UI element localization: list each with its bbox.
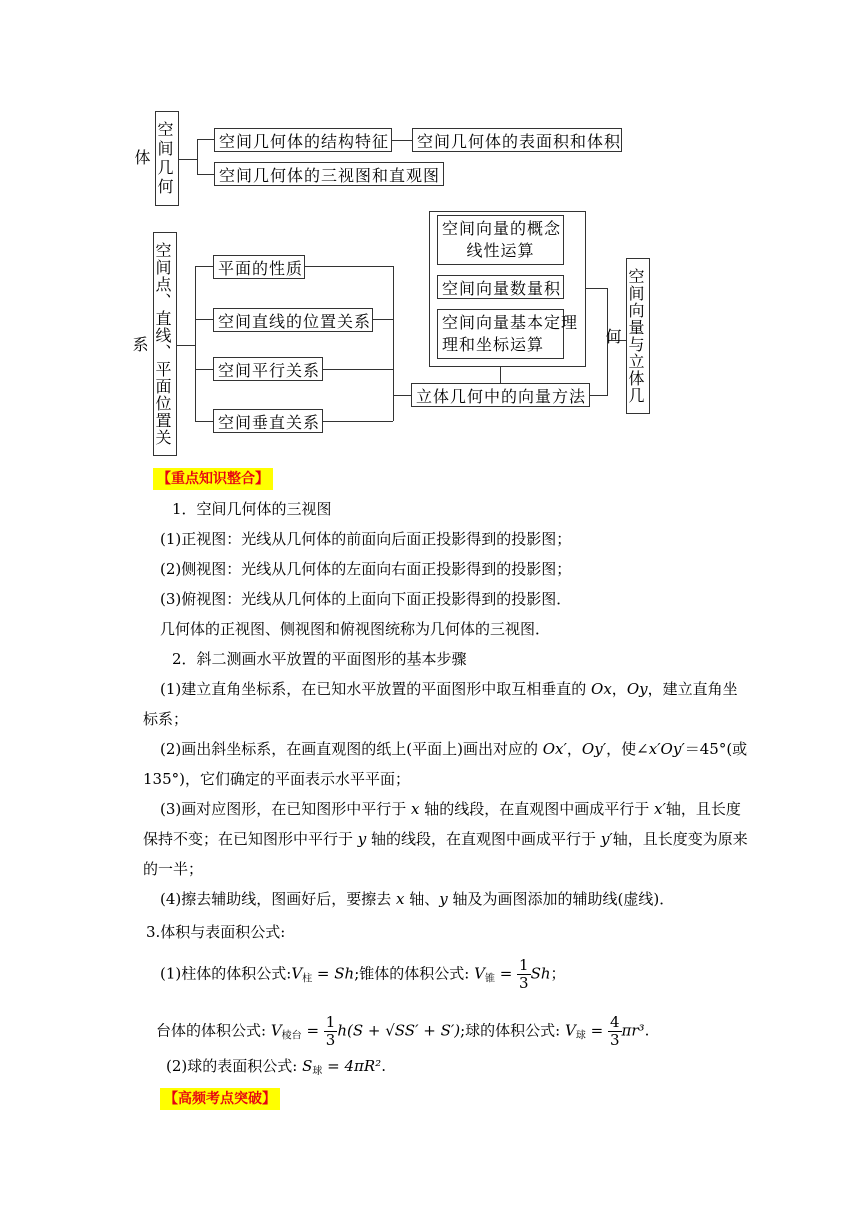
symbol-v: V [474, 964, 485, 983]
vector-dot-label: 空间向量数量积 [442, 279, 562, 298]
connector [195, 369, 213, 370]
numerator: 1 [519, 956, 529, 974]
text: 轴，且长度 [665, 800, 741, 818]
s2-step1-line2: 标系； [143, 710, 189, 728]
item-perp-box [213, 409, 323, 433]
views-box [214, 162, 444, 186]
right-root-box [603, 258, 650, 414]
connector [393, 266, 394, 421]
s1-p4: 几何体的正视图、侧视图和俯视图统称为几何体的三视图． [160, 620, 551, 638]
text: (1)柱体的体积公式: [160, 964, 292, 983]
text: (4)擦去辅助线，图画好后，要擦去 [160, 890, 397, 908]
vector-theorem-box [437, 309, 579, 359]
angle: x′Oy′ [648, 740, 685, 758]
vector-theorem-line2: 理和坐标运算 [442, 335, 545, 354]
text: ， [566, 740, 582, 758]
symbol-v: V [270, 1021, 282, 1040]
text: 轴、 [404, 890, 440, 908]
text: (2)球的表面积公式: [166, 1057, 303, 1075]
text: 轴的线段，在直观图中画成平行于 [366, 830, 601, 848]
connector [195, 319, 213, 320]
fraction [517, 957, 531, 992]
numerator: 1 [325, 1013, 336, 1031]
subscript: 锥 [484, 973, 495, 985]
s3-formula-line1 [160, 957, 566, 995]
text: (2)画出斜坐标系，在画直观图的纸上(平面上)画出对应的 [160, 740, 543, 758]
text: ， [611, 680, 627, 698]
connector [305, 266, 393, 267]
vector-concept-line1: 空间向量的概念 [442, 219, 562, 238]
item-parallel-box [213, 357, 323, 381]
connector [197, 174, 214, 175]
connector [590, 395, 607, 396]
fraction [608, 1014, 622, 1049]
formula-expr: = 4πR² [322, 1057, 382, 1075]
s2-step3-line2 [143, 828, 748, 850]
s2-step3-line3: 的一半； [143, 860, 204, 878]
vector-dot-box [437, 275, 564, 299]
s2-title: 2．斜二测画水平放置的平面图形的基本步骤 [172, 650, 467, 668]
text: ＝45°(或 [684, 740, 748, 758]
connector [393, 395, 411, 396]
axis-y-prime: y′ [600, 830, 613, 848]
item-lines-box [213, 308, 373, 332]
text: ； [550, 964, 566, 983]
numerator: 4 [609, 1013, 620, 1031]
item-parallel-label: 空间平行关系 [218, 361, 321, 380]
s1-title: 1．空间几何体的三视图 [172, 500, 332, 518]
axis-ox: Ox [591, 680, 612, 698]
right-root-label: 空间向量与立体几何 [603, 268, 645, 404]
symbol-s: S [302, 1057, 313, 1075]
text: = [301, 1021, 324, 1040]
symbol-v: V [291, 964, 303, 983]
area-volume-label: 空间几何体的表面积和体积 [417, 132, 622, 151]
s2-step2-line1 [160, 738, 747, 760]
section-heading-high-frequency: 【高频考点突破】 [160, 1088, 280, 1110]
text: 轴，且长度变为原来 [612, 830, 748, 848]
text: = [585, 1021, 608, 1040]
connector [195, 421, 213, 422]
connector [586, 288, 607, 289]
item-perp-label: 空间垂直关系 [218, 413, 321, 432]
diagram1-root-box [132, 111, 179, 206]
connector [177, 345, 195, 346]
denominator: 3 [519, 974, 529, 992]
diagram2-root-box [130, 232, 177, 456]
symbol-v: V [565, 1021, 576, 1040]
connector [195, 266, 213, 267]
axis-y: y [357, 830, 367, 848]
connector [323, 369, 393, 370]
text: ，使∠ [606, 740, 649, 758]
text: 台体的体积公式: [156, 1021, 271, 1040]
vector-theorem-line1: 空间向量基本定理 [442, 313, 579, 332]
s3-title: 3.体积与表面积公式: [146, 923, 286, 941]
denominator: 3 [609, 1031, 620, 1049]
text: 轴的线段，在直观图中画成平行于 [419, 800, 655, 818]
denominator: 3 [325, 1031, 336, 1049]
axis-y: y [439, 890, 448, 908]
item-plane-label: 平面的性质 [218, 259, 304, 278]
subscript: 柱 [302, 973, 313, 985]
connector [197, 139, 214, 140]
subscript: 球 [575, 1030, 586, 1042]
method-label: 立体几何中的向量方法 [416, 387, 587, 406]
connector [392, 140, 412, 141]
text: (3)画对应图形，在已知图形中平行于 [160, 800, 412, 818]
text: (1)建立直角坐标系，在已知水平放置的平面图形中取互相垂直的 [160, 680, 592, 698]
s1-p2: (2)侧视图：光线从几何体的左面向右面正投影得到的投影图； [160, 560, 572, 578]
formula-expr: h(S + √SS′ + S′) [337, 1021, 461, 1040]
axis-x: x [396, 890, 405, 908]
axis-ox-prime: Ox′ [542, 740, 567, 758]
text: = [494, 964, 518, 983]
text: . [381, 1057, 386, 1075]
axis-oy-prime: Oy′ [581, 740, 607, 758]
formula-expr: Sh [530, 964, 551, 983]
connector [500, 367, 501, 383]
structure-label: 空间几何体的结构特征 [219, 132, 390, 151]
fraction [324, 1014, 338, 1049]
axis-x: x [411, 800, 420, 818]
vector-concept-box [437, 215, 564, 265]
vector-concept-line2: 线性运算 [466, 241, 535, 260]
s3-formula-line3 [166, 1051, 386, 1087]
section-heading-key-knowledge: 【重点知识整合】 [153, 468, 273, 490]
s1-p3: (3)俯视图：光线从几何体的上面向下面正投影得到的投影图． [160, 590, 572, 608]
s1-p1: (1)正视图：光线从几何体的前面向后面正投影得到的投影图； [160, 530, 572, 548]
views-label: 空间几何体的三视图和直观图 [219, 166, 441, 185]
structure-box [214, 128, 392, 152]
formula-expr: πr³ [621, 1021, 645, 1040]
s2-step1-line1 [160, 678, 738, 700]
diagram1-root-label: 空间几何体 [132, 120, 174, 197]
s2-step4-line1 [160, 888, 674, 910]
connector [373, 319, 393, 320]
connector [179, 159, 197, 160]
method-box [411, 383, 590, 407]
formula-expr: = Sh [312, 964, 355, 983]
s2-step2-line2: 135°)，它们确定的平面表示水平平面； [143, 770, 410, 788]
text: ;锥体的体积公式: [354, 964, 475, 983]
item-plane-box [213, 255, 305, 279]
connector [197, 139, 198, 174]
connector [323, 421, 393, 422]
axis-oy: Oy [626, 680, 648, 698]
axis-x-prime: x′ [654, 800, 666, 818]
s2-step3-line1 [160, 798, 741, 820]
text: ;球的体积公式: [460, 1021, 566, 1040]
connector [195, 266, 196, 421]
s3-formula-line2 [156, 1014, 649, 1052]
area-volume-box [412, 128, 622, 152]
item-lines-label: 空间直线的位置关系 [218, 312, 372, 331]
diagram2-root-label: 空间点、直线、平面位置关系 [130, 242, 172, 446]
text: 保持不变；在已知图形中平行于 [143, 830, 358, 848]
text: 轴及为画图添加的辅助线(虚线)． [447, 890, 675, 908]
subscript: 棱台 [281, 1030, 302, 1042]
subscript: 球 [312, 1066, 323, 1077]
text: . [644, 1021, 650, 1040]
text: ，建立直角坐 [647, 680, 738, 698]
